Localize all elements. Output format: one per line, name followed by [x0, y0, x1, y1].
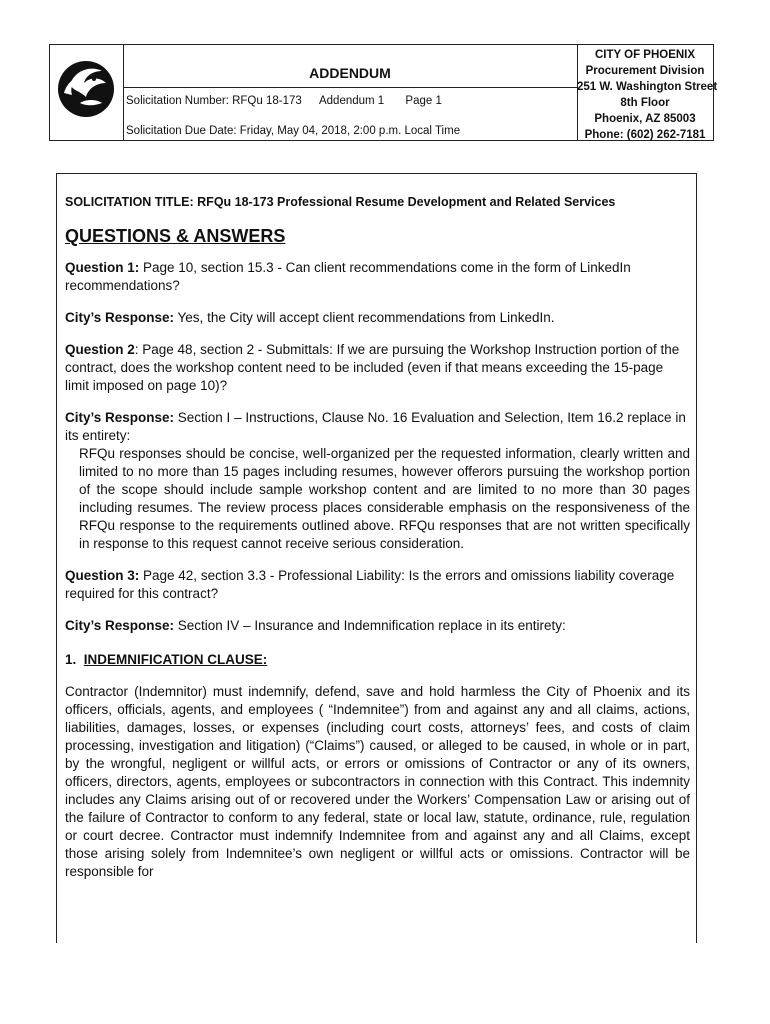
- document-body: [56, 173, 697, 943]
- due-date: Solicitation Due Date: Friday, May 04, 2018, 2:00 p.m. Local Time: [126, 125, 461, 137]
- city-line: CITY OF PHOENIX: [594, 49, 696, 61]
- phoenix-bird-icon: [50, 45, 123, 140]
- question-1: Question 1: Page 10, section 15.3 - Can client recommendations come in the form of LinkedIn recommendations?: [65, 260, 631, 293]
- section-heading: 1. INDEMNIFICATION CLAUSE:: [65, 652, 268, 667]
- response-3: City’s Response: Section IV – Insurance and Indemnification replace in its entirety:: [65, 618, 566, 633]
- page-number: Page 1: [405, 95, 442, 107]
- question-3: Question 3: Page 42, section 3.3 - Professional Liability: Is the errors and omissions liability coverage required for this contract?: [65, 568, 675, 601]
- addendum-title: ADDENDUM: [309, 65, 391, 81]
- response-2-quote: RFQu responses should be concise, well-organized per the requested information, clearly written and limited to no more than 15 pages including resumes, however offerors pursuing the workshop portion of the scope should include sample workshop content and are limited to no more than 30 pages including resumes. The review process places considerable emphasis on the responsiveness of the RFQu response to the requirements outlined above. RFQu responses that are not written specifically in response to this request cannot receive serious consideration.: [79, 446, 690, 551]
- addendum-number: Addendum 1: [318, 95, 385, 107]
- response-2: City’s Response: Section I – Instructions, Clause No. 16 Evaluation and Selection, Item 16.2 replace in its entirety:: [65, 410, 686, 443]
- city-line: 251 W. Washington Street: [577, 81, 718, 93]
- city-line: 8th Floor: [620, 97, 670, 109]
- indemnification-text: Contractor (Indemnitor) must indemnify, defend, save and hold harmless the City of Phoenix and its officers, officials, agents, and employees ( “Indemnitee”) from and against any and all claims, actions, liabilities, damages, losses, or expenses (including court costs, attorneys’ fees, and costs of claim processing, investigation and litigation) (“Claims”) caused, or alleged to be caused, in whole or in part, by the wrongful, negligent or willful acts, or errors or omissions of Contractor or any of its owners, officers, directors, agents, employees or subcontractors in connection with this Contract. This indemnity includes any Claims arising out of or recovered under the Workers’ Compensation Law or arising out of the failure of Contractor to conform to any federal, state or local law, statute, ordinance, rule, regulation or court decree. Contractor must indemnify Indemnitee from and against any and all Claims, except those arising solely from Indemnitee’s own negligent or willful acts or omissions. Contractor will be responsible for: [65, 684, 690, 879]
- question-2: Question 2: Page 48, section 2 - Submittals: If we are pursuing the Workshop Instruction portion of the contract, does the workshop content need to be included (even if that means exceeding the 15-page limit imposed on page 10)?: [65, 342, 680, 393]
- solicitation-number: Solicitation Number: RFQu 18-173: [126, 95, 302, 107]
- qa-heading: QUESTIONS & ANSWERS: [65, 226, 286, 246]
- city-address: [577, 45, 718, 141]
- city-line: Phoenix, AZ 85003: [594, 113, 696, 125]
- header-table: [49, 44, 718, 141]
- city-line: Procurement Division: [585, 65, 705, 77]
- phoenix-bird-logo: [50, 45, 124, 140]
- addendum-info: [123, 45, 578, 140]
- city-line: Phone: (602) 262-7181: [584, 129, 706, 141]
- solicitation-line: [126, 95, 442, 107]
- solicitation-title: SOLICITATION TITLE: RFQu 18-173 Professional Resume Development and Related Services: [65, 195, 616, 209]
- response-1: City’s Response: Yes, the City will accept client recommendations from LinkedIn.: [65, 310, 555, 325]
